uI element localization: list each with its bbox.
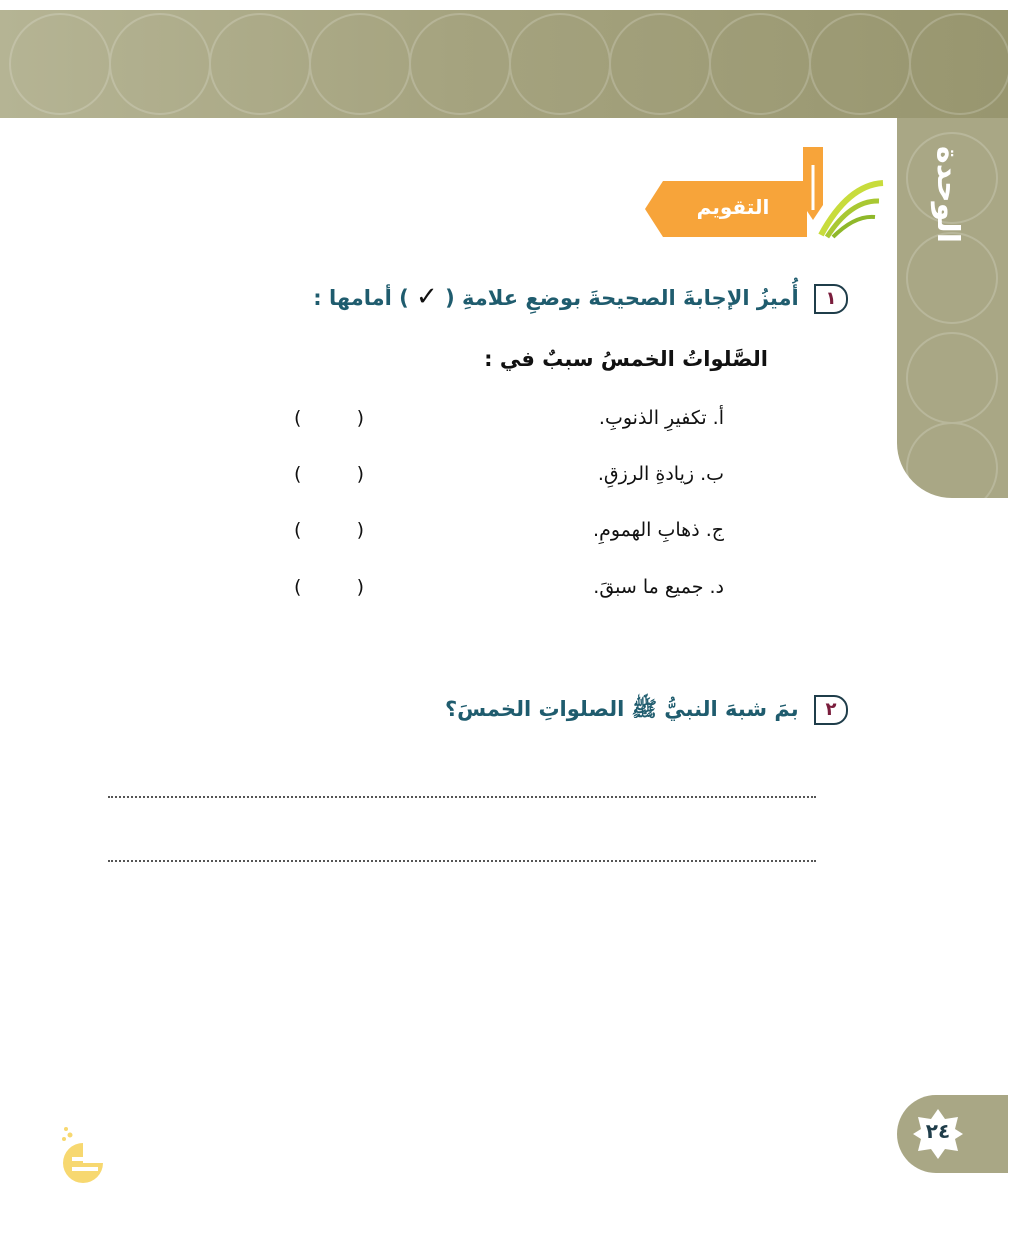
- option-label: د. جميع ما سبقَ.: [593, 576, 724, 598]
- question-prompt: أُميزُ الإجابةَ الصحيحةَ بوضعِ علامةِ (: [445, 286, 799, 310]
- question-1: [313, 282, 848, 314]
- question-number: ١: [814, 284, 848, 314]
- page-number: ٢٤: [925, 1119, 951, 1143]
- option-label: أ. تكفيرِ الذنوبِ.: [598, 407, 724, 429]
- question-prompt-end: ) أمامها :: [313, 286, 409, 310]
- question-2: [445, 695, 848, 727]
- question-stem: الصَّلواتُ الخمسُ سببٌ في :: [484, 347, 768, 371]
- section-title: التقويم: [696, 195, 770, 219]
- unit-title: الوحدة الأولى: [860, 146, 965, 244]
- question-number: ٢: [814, 695, 848, 725]
- option-d: [294, 576, 724, 606]
- option-label: ج. ذهابِ الهمومِ.: [593, 519, 724, 541]
- option-b: [294, 463, 724, 493]
- answer-box[interactable]: ( ): [294, 463, 364, 485]
- option-c: [294, 519, 724, 549]
- pen-book-icon: [793, 145, 885, 240]
- answer-box[interactable]: ( ): [294, 407, 364, 429]
- publisher-logo-icon: [58, 1125, 108, 1185]
- check-mark-icon: ✓: [416, 282, 438, 312]
- answer-box[interactable]: ( ): [294, 576, 364, 598]
- page-number-tab: [897, 1095, 1008, 1173]
- option-label: ب. زيادةِ الرزقِ.: [597, 463, 724, 485]
- pattern-decoration: [0, 10, 1008, 118]
- answer-box[interactable]: ( ): [294, 519, 364, 541]
- option-a: [294, 407, 724, 437]
- question-prompt: بمَ شبهَ النبيُّ ﷺ الصلواتِ الخمسَ؟: [444, 697, 799, 721]
- answer-line-1[interactable]: [108, 796, 816, 798]
- section-badge: [645, 145, 885, 240]
- answer-line-2[interactable]: [108, 860, 816, 862]
- header-band: [0, 10, 1008, 118]
